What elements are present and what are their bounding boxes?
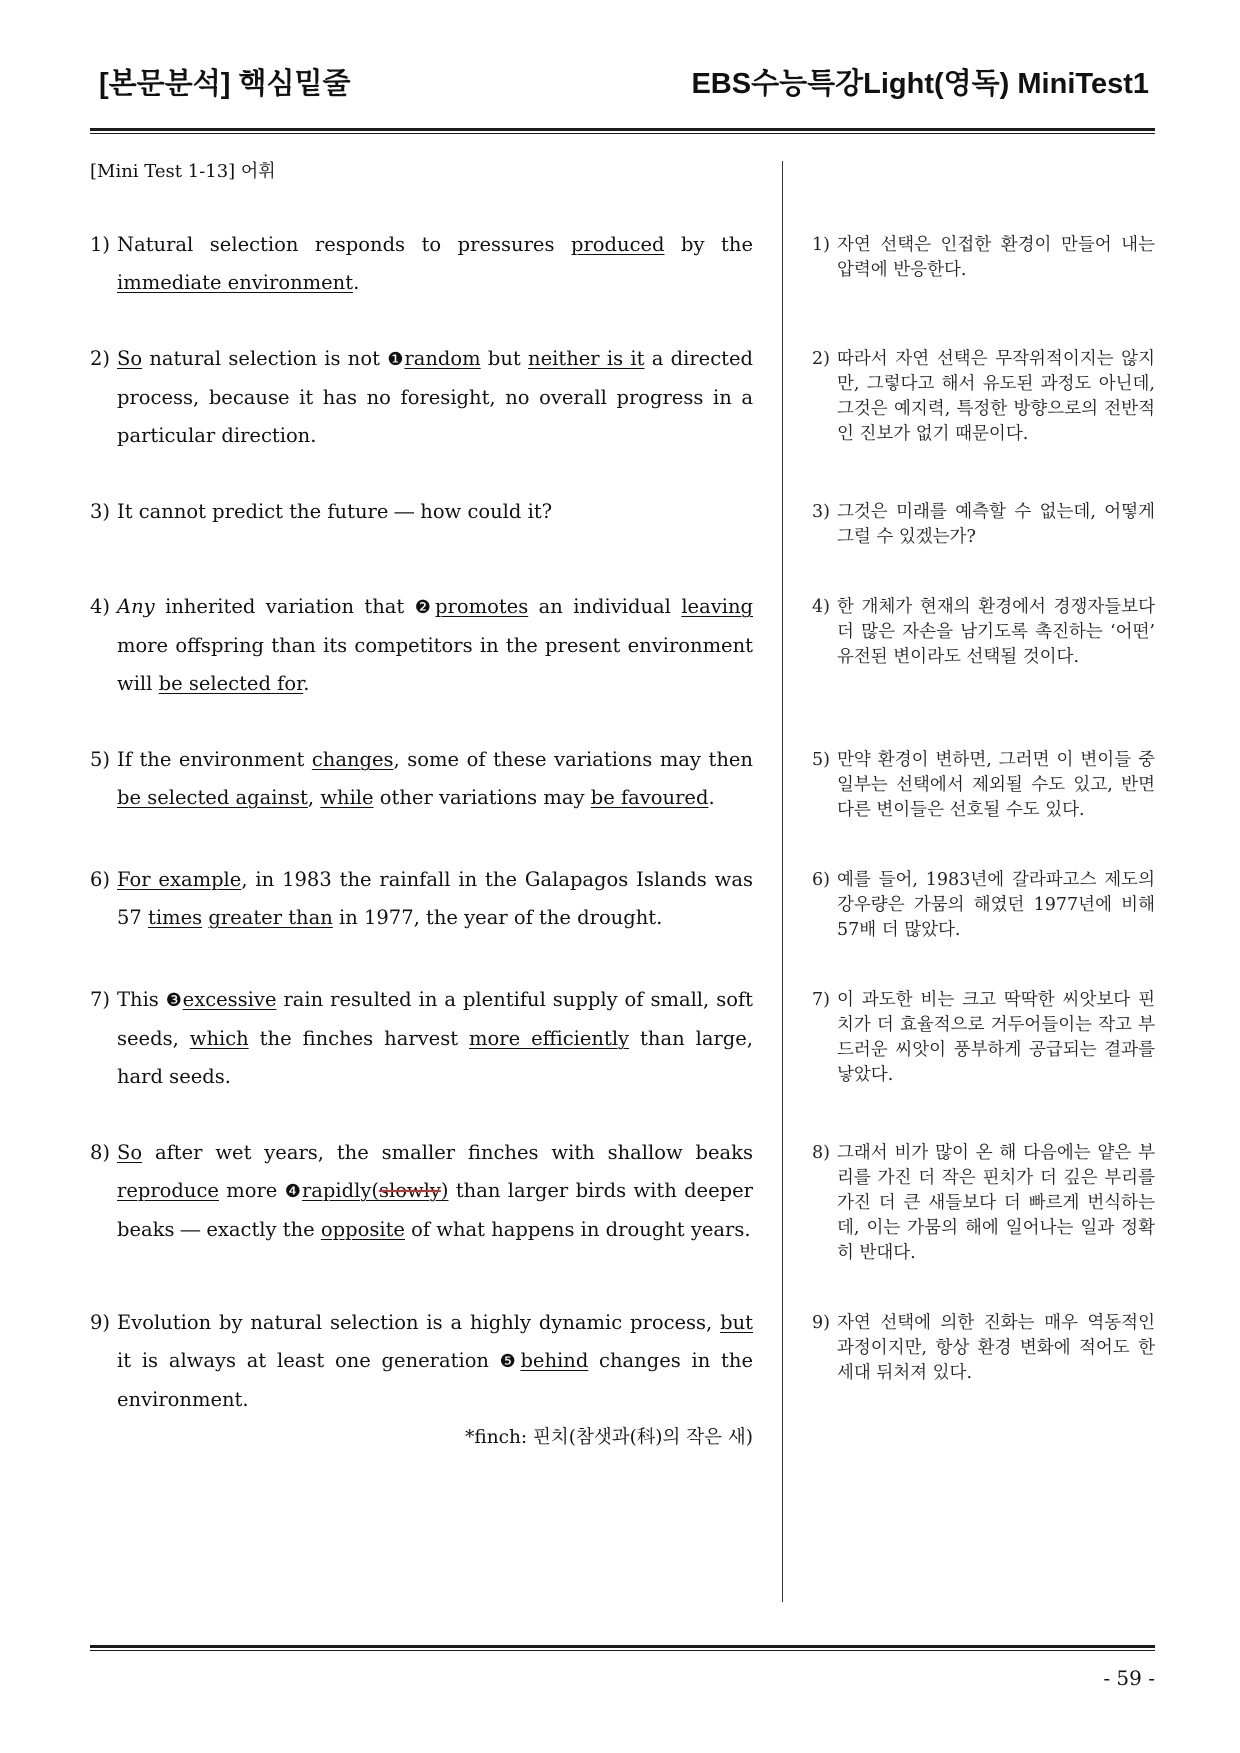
text-segment: the finches harvest (248, 1027, 470, 1050)
underlined-phrase: more efficiently (469, 1027, 630, 1050)
underlined-phrase: but (720, 1311, 753, 1334)
text-segment: If the environment (117, 748, 312, 771)
translation-number: 2) (812, 349, 830, 369)
underlined-phrase: promotes (435, 595, 529, 618)
translation-number: 1) (812, 235, 830, 255)
english-sentence (90, 588, 753, 703)
korean-text: 예를 들어, 1983년에 갈라파고스 제도의 강우량은 가뭄의 해였던 1977년에 비해 57배 더 많았다. (837, 870, 1155, 940)
text-segment: but (480, 347, 529, 370)
english-sentence (90, 741, 753, 823)
translation-number: 4) (812, 597, 830, 617)
underlined-phrase: times (148, 906, 203, 929)
english-sentence (90, 340, 753, 455)
text-segment: of what happens in drought years. (404, 1218, 751, 1241)
text-segment: more offspring than its competitors in the present environment will (117, 634, 753, 695)
underlined-phrase: So (117, 1141, 143, 1164)
english-sentence (90, 981, 753, 1096)
translation-number: 6) (812, 870, 830, 890)
text-segment: after wet years, the smaller finches with shallow beaks (142, 1141, 753, 1164)
korean-translation (812, 981, 1155, 1096)
header-double-rule (90, 128, 1155, 134)
underlined-phrase: be favoured (590, 786, 709, 809)
number-marker: ❶ (387, 349, 405, 370)
translation-number: 7) (812, 990, 830, 1010)
korean-translation (812, 1304, 1155, 1419)
underlined-phrase: leaving (681, 595, 754, 618)
item-number: 8) (90, 1141, 111, 1164)
number-marker: ❺ (499, 1351, 521, 1372)
underlined-phrase: while (320, 786, 374, 809)
item-number: 1) (90, 233, 111, 256)
underlined-correction (302, 1179, 449, 1202)
korean-translation (812, 493, 1155, 550)
text-segment: than larger birds with deeper beaks ― exactly the (117, 1179, 753, 1241)
english-sentence (90, 1304, 753, 1419)
korean-text: 만약 환경이 변하면, 그러면 이 변이들 중 일부는 선택에서 제외될 수도 있고, 반면 다른 변이들은 선호될 수도 있다. (837, 750, 1155, 820)
korean-text: 따라서 자연 선택은 무작위적이지는 않지만, 그렇다고 해서 유도된 과정도 아닌데, 그것은 예지력, 특정한 방향으로의 전반적인 진보가 없기 때문이다. (837, 349, 1155, 444)
english-sentence (90, 1134, 753, 1266)
english-text (117, 226, 753, 302)
underlined-phrase: For example (117, 868, 242, 891)
underlined-phrase: random (404, 347, 481, 370)
english-text (117, 493, 753, 550)
text-segment: ) (440, 1179, 449, 1202)
text-segment: rapidly( (301, 1179, 379, 1202)
english-text (117, 861, 753, 943)
korean-text: 자연 선택은 인접한 환경이 만들어 내는 압력에 반응한다. (837, 235, 1155, 280)
translation-number: 9) (812, 1313, 830, 1333)
translation-number: 8) (812, 1143, 830, 1163)
item-row (90, 1134, 1155, 1266)
korean-text: 자연 선택에 의한 진화는 매우 역동적인 과정이지만, 항상 환경 변화에 적어도 한 세대 뒤처져 있다. (837, 1313, 1155, 1383)
text-segment: . (303, 672, 310, 695)
text-segment: , some of these variations may then (393, 748, 753, 771)
italic-word: Any (117, 595, 155, 618)
underlined-phrase: behind (520, 1349, 589, 1372)
english-text (117, 588, 753, 703)
underlined-phrase: So (117, 347, 143, 370)
underlined-phrase: which (189, 1027, 249, 1050)
number-marker: ❷ (414, 597, 436, 618)
english-text (117, 1304, 753, 1419)
underlined-phrase: be selected for (158, 672, 304, 695)
korean-translation (812, 226, 1155, 302)
vocabulary-footnote: *finch: 핀치(참샛과(科)의 작은 새) (465, 1427, 753, 1448)
english-sentence (90, 493, 753, 550)
text-segment: than large, hard seeds. (117, 1027, 753, 1088)
text-segment: Evolution by natural selection is a highly dynamic process, (117, 1311, 721, 1334)
english-sentence (90, 861, 753, 943)
english-text (117, 981, 753, 1096)
underlined-phrase: greater than (208, 906, 333, 929)
korean-text: 이 과도한 비는 크고 딱딱한 씨앗보다 핀치가 더 효율적으로 거두어들이는 작고 부드러운 씨앗이 풍부하게 공급되는 결과를 낳았다. (837, 990, 1155, 1085)
underlined-phrase: excessive (182, 988, 277, 1011)
underlined-phrase: produced (570, 233, 665, 256)
underlined-phrase: reproduce (117, 1179, 219, 1202)
text-segment: more (218, 1179, 285, 1202)
text-segment: This (117, 988, 166, 1011)
item-row (90, 741, 1155, 823)
english-sentence (90, 226, 753, 302)
text-segment: natural selection is not (142, 347, 388, 370)
text-segment: Natural selection responds to pressures (117, 233, 571, 256)
item-row (90, 588, 1155, 703)
struck-through-word: slowly (378, 1179, 441, 1202)
text-segment: by the (664, 233, 753, 256)
number-marker: ❹ (284, 1181, 302, 1202)
text-segment: . (708, 786, 715, 809)
text-segment: , (307, 786, 321, 809)
translation-number: 3) (812, 502, 830, 522)
item-number: 5) (90, 748, 111, 771)
text-segment: It cannot predict the future ― how could it? (117, 500, 553, 523)
text-segment: it is always at least one generation (117, 1349, 500, 1372)
text-segment: . (353, 271, 360, 294)
korean-translation (812, 1134, 1155, 1266)
underlined-phrase: changes (311, 748, 394, 771)
text-segment: in 1977, the year of the drought. (332, 906, 663, 929)
english-text (117, 1134, 753, 1266)
header-title: [본문분석] 핵심밑줄 (99, 68, 351, 100)
text-segment: other variations may (373, 786, 591, 809)
underlined-phrase: neither is it (528, 347, 645, 370)
number-marker: ❸ (165, 990, 183, 1011)
korean-translation (812, 588, 1155, 703)
item-number: 9) (90, 1311, 111, 1334)
underlined-phrase: be selected against (117, 786, 308, 809)
item-number: 6) (90, 868, 111, 891)
text-segment: , in 1983 the rainfall in the Galapagos Islands was 57 (117, 868, 753, 929)
page-number: - 59 - (1103, 1666, 1155, 1690)
item-number: 4) (90, 595, 111, 618)
section-title: [Mini Test 1-13] 어휘 (90, 161, 276, 182)
sentence-list (90, 226, 1155, 1457)
item-number: 2) (90, 347, 111, 370)
footer-double-rule (90, 1645, 1155, 1651)
text-segment: changes in the environment. (117, 1349, 753, 1411)
item-number: 7) (90, 988, 111, 1011)
korean-translation (812, 861, 1155, 943)
korean-text: 그래서 비가 많이 온 해 다음에는 얕은 부리를 가진 더 작은 핀치가 더 깊은 부리를 가진 더 큰 새들보다 더 빠르게 번식하는데, 이는 가뭄의 해에 일어나는 일과 정확히 반대다. (837, 1143, 1155, 1263)
item-row (90, 493, 1155, 550)
item-row (90, 981, 1155, 1096)
header-book-title: EBS수능특강Light(영독) MiniTest1 (691, 68, 1149, 100)
item-row (90, 340, 1155, 455)
korean-translation (812, 340, 1155, 455)
text-segment: an individual (528, 595, 682, 618)
item-number: 3) (90, 500, 111, 523)
underlined-phrase: opposite (320, 1218, 405, 1241)
text-segment: rain resulted in a plentiful supply of small, soft seeds, (117, 988, 753, 1050)
translation-number: 5) (812, 750, 830, 770)
korean-text: 그것은 미래를 예측할 수 없는데, 어떻게 그럴 수 있겠는가? (837, 502, 1155, 547)
item-row (90, 226, 1155, 302)
text-segment: inherited variation that (154, 595, 415, 618)
text-segment: a directed process, because it has no foresight, no overall progress in a particular direction. (117, 347, 753, 447)
underlined-phrase: immediate environment (117, 271, 354, 294)
item-row (90, 1304, 1155, 1419)
english-text (117, 741, 753, 823)
english-text (117, 340, 753, 455)
korean-translation (812, 741, 1155, 823)
korean-text: 한 개체가 현재의 환경에서 경쟁자들보다 더 많은 자손을 남기도록 촉진하는 ‘어떤’ 유전된 변이라도 선택될 것이다. (837, 597, 1155, 667)
item-row (90, 861, 1155, 943)
